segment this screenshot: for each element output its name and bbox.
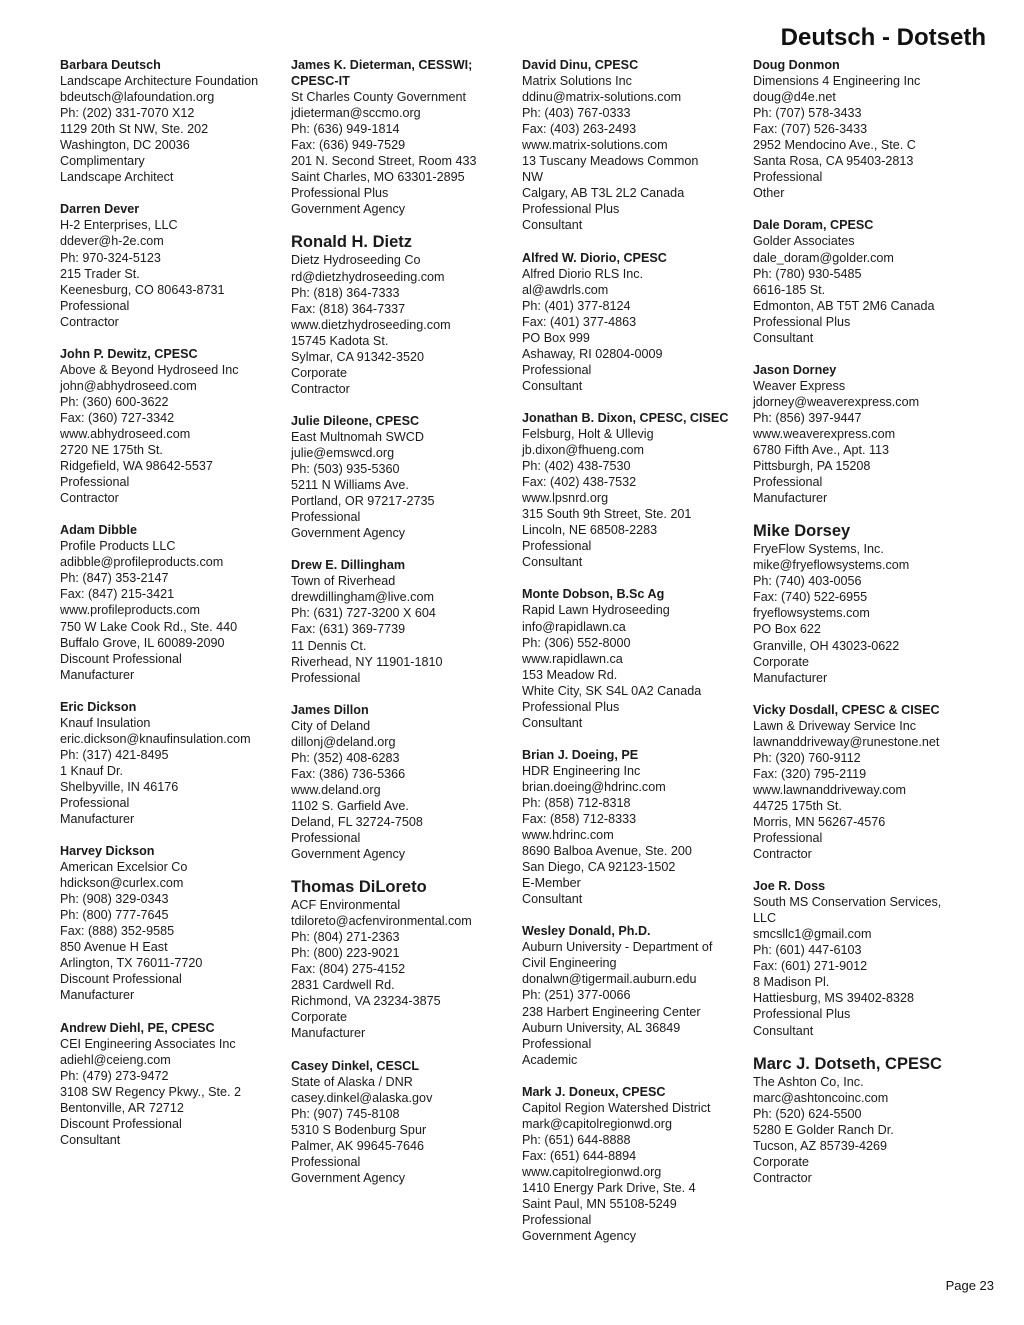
- member-detail-line: Discount Professional: [60, 972, 182, 987]
- member-detail-line: Fax: (402) 438-7532: [522, 475, 637, 490]
- member-detail-line: Fax: (386) 736-5366: [291, 766, 406, 781]
- member-detail-line: Corporate: [753, 654, 810, 669]
- member-name: Joe R. Doss: [753, 879, 826, 894]
- member-detail-line: Consultant: [753, 1023, 814, 1038]
- member-detail-line: Hattiesburg, MS 39402-8328: [753, 991, 915, 1006]
- member-entry: [522, 586, 753, 730]
- member-detail-line: Ashaway, RI 02804-0009: [522, 346, 663, 361]
- member-detail-line: Landscape Architect: [60, 170, 174, 185]
- member-detail-line: Felsburg, Holt & Ullevig: [522, 426, 654, 441]
- member-entry: [753, 57, 984, 201]
- member-detail-line: 44725 175th St.: [753, 798, 842, 813]
- member-detail-line: 1410 Energy Park Drive, Ste. 4: [522, 1181, 696, 1195]
- member-entry: [60, 346, 291, 506]
- member-detail-line: White City, SK S4L 0A2 Canada: [522, 683, 702, 698]
- member-name: Dale Doram, CPESC: [753, 218, 874, 233]
- member-detail-line: Manufacturer: [60, 988, 135, 1003]
- member-name: Thomas DiLoreto: [291, 878, 427, 897]
- member-detail-line: Richmond, VA 23234-3875: [291, 994, 441, 1009]
- member-detail-line: Tucson, AZ 85739-4269: [753, 1138, 887, 1153]
- member-detail-line: Fax: (401) 377-4863: [522, 314, 637, 329]
- member-detail-line: 315 South 9th Street, Ste. 201: [522, 507, 692, 522]
- member-name: Marc J. Dotseth, CPESC: [753, 1054, 942, 1073]
- member-detail-line: Professional Plus: [522, 202, 620, 217]
- member-detail-line: E-Member: [522, 876, 581, 891]
- member-detail-line: drewdillingham@live.com: [291, 590, 434, 605]
- member-detail-line: Fax: (858) 712-8333: [522, 812, 637, 827]
- member-detail-line: NW: [522, 170, 543, 185]
- member-detail-line: Town of Riverhead: [291, 574, 396, 589]
- member-detail-line: Professional: [753, 475, 823, 490]
- member-detail-line: Ph: (907) 745-8108: [291, 1106, 400, 1121]
- member-detail-line: State of Alaska / DNR: [291, 1074, 413, 1089]
- member-detail-line: Ph: (800) 777-7645: [60, 908, 169, 923]
- member-detail-line: Calgary, AB T3L 2L2 Canada: [522, 186, 685, 201]
- member-detail-line: PO Box 622: [753, 622, 821, 637]
- member-detail-line: Fax: (818) 364-7337: [291, 301, 406, 316]
- member-detail-line: Consultant: [60, 1132, 121, 1147]
- member-detail-line: 238 Harbert Engineering Center: [522, 1004, 701, 1019]
- member-detail-line: Ph: (520) 624-5500: [753, 1106, 862, 1121]
- member-detail-line: julie@emswcd.org: [291, 445, 395, 460]
- member-detail-line: al@awdrls.com: [522, 282, 609, 297]
- member-entry: [753, 522, 984, 685]
- member-name: Wesley Donald, Ph.D.: [522, 924, 651, 939]
- member-detail-line: Corporate: [753, 1154, 810, 1169]
- member-detail-line: Contractor: [753, 847, 812, 862]
- member-detail-line: Manufacturer: [291, 1026, 366, 1041]
- member-entry: [291, 57, 522, 217]
- member-detail-line: jdorney@weaverexpress.com: [753, 394, 920, 409]
- member-detail-line: www.lpsnrd.org: [522, 491, 609, 506]
- member-detail-line: Ph: (631) 727-3200 X 604: [291, 606, 436, 621]
- member-detail-line: lawnanddriveway@runestone.net: [753, 734, 940, 749]
- member-entry: [60, 1020, 291, 1148]
- member-detail-line: South MS Conservation Services,: [753, 895, 942, 910]
- member-detail-line: Ph: (306) 552-8000: [522, 635, 631, 650]
- member-detail-line: Shelbyville, IN 46176: [60, 779, 179, 794]
- member-detail-line: Professional Plus: [522, 699, 620, 714]
- member-detail-line: mike@fryeflowsystems.com: [753, 558, 910, 573]
- member-entry: [60, 522, 291, 682]
- member-detail-line: Professional: [522, 1036, 592, 1051]
- member-detail-line: Consultant: [522, 715, 583, 730]
- member-detail-line: john@abhydroseed.com: [60, 378, 197, 393]
- member-name: James K. Dieterman, CESSWI; CPESC-IT: [291, 58, 473, 89]
- member-detail-line: Fax: (740) 522-6955: [753, 590, 868, 605]
- member-detail-line: Professional: [753, 170, 823, 185]
- member-entry: [291, 702, 522, 862]
- member-name: Alfred W. Diorio, CPESC: [522, 250, 667, 265]
- member-detail-line: doug@d4e.net: [753, 90, 836, 105]
- member-detail-line: Professional: [60, 298, 130, 313]
- member-detail-line: Corporate: [291, 1010, 348, 1025]
- member-detail-line: Ph: (202) 331-7070 X12: [60, 106, 195, 121]
- member-name: Drew E. Dillingham: [291, 558, 406, 573]
- member-detail-line: Auburn University - Department of: [522, 940, 713, 955]
- member-detail-line: 750 W Lake Cook Rd., Ste. 440: [60, 619, 238, 634]
- page-header-title: Deutsch - Dotseth: [780, 24, 986, 51]
- member-detail-line: Bentonville, AR 72712: [60, 1100, 184, 1115]
- member-detail-line: Professional Plus: [753, 1007, 851, 1022]
- member-detail-line: St Charles County Government: [291, 90, 466, 105]
- member-detail-line: Ph: (402) 438-7530: [522, 459, 631, 474]
- member-detail-line: Above & Beyond Hydroseed Inc: [60, 362, 239, 377]
- member-detail-line: Fax: (403) 263-2493: [522, 122, 637, 137]
- member-detail-line: 5211 N Williams Ave.: [291, 478, 409, 493]
- member-detail-line: info@rapidlawn.ca: [522, 619, 626, 634]
- member-detail-line: Washington, DC 20036: [60, 138, 190, 153]
- member-detail-line: Professional: [522, 539, 592, 554]
- member-detail-line: Buffalo Grove, IL 60089-2090: [60, 635, 225, 650]
- member-detail-line: Professional: [291, 510, 361, 525]
- member-detail-line: 6616-185 St.: [753, 282, 826, 297]
- member-detail-line: Government Agency: [291, 526, 406, 541]
- member-detail-line: smcsllc1@gmail.com: [753, 927, 872, 942]
- member-detail-line: Professional Plus: [291, 186, 389, 201]
- member-entry: [291, 557, 522, 685]
- member-detail-line: Auburn University, AL 36849: [522, 1020, 681, 1035]
- member-name: Andrew Diehl, PE, CPESC: [60, 1020, 215, 1035]
- member-detail-line: rd@dietzhydroseeding.com: [291, 269, 445, 284]
- member-detail-line: Government Agency: [291, 1170, 406, 1185]
- member-detail-line: Professional Plus: [753, 314, 851, 329]
- member-detail-line: adiehl@ceieng.com: [60, 1052, 171, 1067]
- member-detail-line: Deland, FL 32724-7508: [291, 814, 423, 829]
- member-detail-line: ddever@h-2e.com: [60, 234, 164, 249]
- member-detail-line: Fax: (804) 275-4152: [291, 962, 406, 977]
- member-detail-line: Discount Professional: [60, 1116, 182, 1131]
- member-detail-line: Ph: (503) 935-5360: [291, 462, 400, 477]
- directory-column: [522, 57, 753, 1260]
- member-detail-line: Professional: [291, 670, 361, 685]
- member-detail-line: Capitol Region Watershed District: [522, 1100, 711, 1115]
- member-detail-line: Granville, OH 43023-0622: [753, 638, 900, 653]
- member-entry: [522, 410, 753, 570]
- member-detail-line: Professional: [522, 362, 592, 377]
- directory-columns: [60, 57, 1000, 1260]
- member-detail-line: Ph: (780) 930-5485: [753, 266, 862, 281]
- member-entry: [60, 699, 291, 827]
- member-detail-line: Contractor: [753, 1170, 812, 1185]
- member-detail-line: www.matrix-solutions.com: [522, 138, 668, 153]
- member-detail-line: Weaver Express: [753, 378, 846, 393]
- member-detail-line: Professional: [522, 1213, 592, 1228]
- member-detail-line: ACF Environmental: [291, 898, 401, 913]
- member-entry: [522, 250, 753, 394]
- member-detail-line: www.lawnanddriveway.com: [753, 782, 907, 797]
- member-entry: [291, 878, 522, 1041]
- member-entry: [522, 747, 753, 907]
- member-detail-line: Fax: (631) 369-7739: [291, 622, 406, 637]
- member-detail-line: Professional: [60, 475, 130, 490]
- member-name: David Dinu, CPESC: [522, 58, 639, 72]
- member-detail-line: Ridgefield, WA 98642-5537: [60, 459, 213, 474]
- member-name: Eric Dickson: [60, 699, 137, 714]
- member-detail-line: Ph: (352) 408-6283: [291, 750, 400, 765]
- member-detail-line: Consultant: [753, 330, 814, 345]
- member-detail-line: The Ashton Co, Inc.: [753, 1074, 864, 1089]
- member-detail-line: Consultant: [522, 555, 583, 570]
- member-detail-line: Academic: [522, 1052, 578, 1067]
- member-detail-line: 2952 Mendocino Ave., Ste. C: [753, 138, 916, 153]
- member-detail-line: Discount Professional: [60, 651, 182, 666]
- member-detail-line: Rapid Lawn Hydroseeding: [522, 603, 670, 618]
- member-detail-line: Fax: (847) 215-3421: [60, 587, 175, 602]
- member-name: Casey Dinkel, CESCL: [291, 1058, 420, 1073]
- member-detail-line: Ph: (847) 353-2147: [60, 571, 169, 586]
- member-detail-line: Saint Charles, MO 63301-2895: [291, 170, 465, 185]
- member-detail-line: Complimentary: [60, 154, 145, 169]
- member-name: Doug Donmon: [753, 58, 840, 72]
- member-detail-line: Dimensions 4 Engineering Inc: [753, 74, 921, 89]
- member-detail-line: Ph: (858) 712-8318: [522, 795, 631, 810]
- member-detail-line: Alfred Diorio RLS Inc.: [522, 266, 644, 281]
- member-detail-line: Government Agency: [291, 202, 406, 217]
- member-detail-line: 5280 E Golder Ranch Dr.: [753, 1122, 894, 1137]
- member-detail-line: 8690 Balboa Avenue, Ste. 200: [522, 844, 692, 859]
- member-detail-line: Consultant: [522, 892, 583, 907]
- member-detail-line: 2831 Cardwell Rd.: [291, 978, 395, 993]
- member-detail-line: H-2 Enterprises, LLC: [60, 218, 178, 233]
- member-name: Mike Dorsey: [753, 522, 851, 541]
- member-detail-line: Ph: (800) 223-9021: [291, 946, 400, 961]
- member-entry: [522, 1084, 753, 1244]
- member-detail-line: Manufacturer: [60, 667, 135, 682]
- member-detail-line: Riverhead, NY 11901-1810: [291, 654, 443, 669]
- member-detail-line: 1129 20th St NW, Ste. 202: [60, 122, 209, 137]
- member-name: Jason Dorney: [753, 362, 837, 377]
- member-detail-line: Portland, OR 97217-2735: [291, 494, 435, 509]
- member-detail-line: Pittsburgh, PA 15208: [753, 459, 871, 474]
- member-detail-line: Ph: (401) 377-8124: [522, 298, 631, 313]
- member-detail-line: Landscape Architecture Foundation: [60, 74, 259, 89]
- member-detail-line: Fax: (636) 949-7529: [291, 138, 406, 153]
- member-entry: [753, 217, 984, 345]
- member-entry: [291, 1058, 522, 1186]
- member-detail-line: Saint Paul, MN 55108-5249: [522, 1197, 677, 1212]
- member-detail-line: www.hdrinc.com: [522, 828, 614, 843]
- page-number: Page 23: [945, 1278, 994, 1293]
- member-detail-line: Knauf Insulation: [60, 715, 151, 730]
- member-detail-line: donalwn@tigermail.auburn.edu: [522, 972, 697, 987]
- member-detail-line: 11 Dennis Ct.: [291, 638, 367, 653]
- member-name: Jonathan B. Dixon, CPESC, CISEC: [522, 410, 729, 425]
- member-detail-line: Consultant: [522, 218, 583, 233]
- member-detail-line: Contractor: [60, 491, 119, 506]
- member-detail-line: Ph: 970-324-5123: [60, 250, 161, 265]
- member-detail-line: Ph: (317) 421-8495: [60, 747, 169, 762]
- member-detail-line: www.rapidlawn.ca: [522, 651, 623, 666]
- directory-column: [60, 57, 291, 1260]
- member-detail-line: bdeutsch@lafoundation.org: [60, 90, 215, 105]
- member-detail-line: San Diego, CA 92123-1502: [522, 860, 676, 875]
- member-detail-line: Profile Products LLC: [60, 539, 176, 554]
- member-detail-line: Contractor: [60, 314, 119, 329]
- member-detail-line: 215 Trader St.: [60, 266, 140, 281]
- member-detail-line: ddinu@matrix-solutions.com: [522, 90, 682, 105]
- member-name: Darren Dever: [60, 202, 140, 217]
- member-detail-line: Other: [753, 186, 785, 201]
- member-entry: [753, 702, 984, 862]
- member-detail-line: American Excelsior Co: [60, 860, 188, 875]
- member-entry: [522, 57, 753, 234]
- member-detail-line: Keenesburg, CO 80643-8731: [60, 282, 225, 297]
- member-detail-line: www.capitolregionwd.org: [522, 1164, 662, 1179]
- member-detail-line: Ph: (360) 600-3622: [60, 394, 169, 409]
- member-detail-line: PO Box 999: [522, 330, 590, 345]
- member-detail-line: tdiloreto@acfenvironmental.com: [291, 914, 472, 929]
- member-detail-line: 13 Tuscany Meadows Common: [522, 154, 699, 169]
- member-detail-line: mark@capitolregionwd.org: [522, 1116, 672, 1131]
- member-detail-line: Sylmar, CA 91342-3520: [291, 349, 425, 364]
- member-detail-line: Consultant: [522, 378, 583, 393]
- member-entry: [753, 878, 984, 1038]
- member-detail-line: www.dietzhydroseeding.com: [291, 317, 451, 332]
- member-detail-line: Manufacturer: [60, 812, 135, 827]
- member-detail-line: Palmer, AK 99645-7646: [291, 1138, 425, 1153]
- member-detail-line: Ph: (908) 329-0343: [60, 892, 169, 907]
- directory-column: [753, 57, 984, 1260]
- directory-column: [291, 57, 522, 1260]
- member-name: Barbara Deutsch: [60, 58, 161, 72]
- member-detail-line: Ph: (601) 447-6103: [753, 943, 862, 958]
- member-entry: [753, 362, 984, 506]
- member-detail-line: Government Agency: [291, 847, 406, 862]
- member-detail-line: dale_doram@golder.com: [753, 250, 894, 265]
- member-name: Harvey Dickson: [60, 844, 155, 859]
- member-detail-line: Dietz Hydroseeding Co: [291, 253, 421, 268]
- member-detail-line: HDR Engineering Inc: [522, 763, 641, 778]
- member-detail-line: Ph: (740) 403-0056: [753, 574, 862, 589]
- member-detail-line: Fax: (651) 644-8894: [522, 1148, 637, 1163]
- member-detail-line: 8 Madison Pl.: [753, 975, 830, 990]
- member-detail-line: www.weaverexpress.com: [753, 426, 896, 441]
- member-detail-line: jb.dixon@fhueng.com: [522, 443, 645, 458]
- member-detail-line: fryeflowsystems.com: [753, 606, 870, 621]
- member-name: Julie Dileone, CPESC: [291, 413, 420, 428]
- member-detail-line: Fax: (707) 526-3433: [753, 122, 868, 137]
- member-detail-line: Ph: (479) 273-9472: [60, 1068, 169, 1083]
- member-detail-line: 6780 Fifth Ave., Apt. 113: [753, 443, 890, 458]
- member-detail-line: Government Agency: [522, 1229, 637, 1244]
- member-detail-line: Manufacturer: [753, 670, 828, 685]
- member-detail-line: CEI Engineering Associates Inc: [60, 1036, 236, 1051]
- member-detail-line: Ph: (804) 271-2363: [291, 930, 400, 945]
- member-detail-line: www.abhydroseed.com: [60, 426, 191, 441]
- member-name: Ronald H. Dietz: [291, 233, 413, 252]
- member-detail-line: Professional: [291, 1154, 361, 1169]
- member-detail-line: 2720 NE 175th St.: [60, 443, 163, 458]
- member-entry: [291, 233, 522, 396]
- member-detail-line: Ph: (856) 397-9447: [753, 410, 862, 425]
- member-detail-line: Civil Engineering: [522, 956, 617, 971]
- member-detail-line: 201 N. Second Street, Room 433: [291, 154, 477, 169]
- member-detail-line: Matrix Solutions Inc: [522, 74, 632, 89]
- member-detail-line: 850 Avenue H East: [60, 940, 168, 955]
- member-detail-line: Edmonton, AB T5T 2M6 Canada: [753, 298, 935, 313]
- member-name: John P. Dewitz, CPESC: [60, 346, 198, 361]
- member-detail-line: Professional: [60, 795, 130, 810]
- member-detail-line: Ph: (320) 760-9112: [753, 750, 861, 765]
- member-entry: [60, 57, 291, 185]
- member-detail-line: Ph: (651) 644-8888: [522, 1132, 631, 1147]
- member-detail-line: Fax: (320) 795-2119: [753, 766, 867, 781]
- member-detail-line: Ph: (636) 949-1814: [291, 122, 400, 137]
- member-detail-line: City of Deland: [291, 718, 371, 733]
- member-detail-line: East Multnomah SWCD: [291, 429, 424, 444]
- member-entry: [522, 923, 753, 1067]
- member-detail-line: jdieterman@sccmo.org: [291, 106, 421, 121]
- member-detail-line: Fax: (601) 271-9012: [753, 959, 868, 974]
- member-detail-line: Lincoln, NE 68508-2283: [522, 523, 658, 538]
- member-detail-line: LLC: [753, 911, 777, 926]
- member-detail-line: 15745 Kadota St.: [291, 333, 389, 348]
- member-entry: [753, 1055, 984, 1186]
- member-detail-line: 5310 S Bodenburg Spur: [291, 1122, 427, 1137]
- member-detail-line: Corporate: [291, 365, 348, 380]
- member-detail-line: dillonj@deland.org: [291, 734, 396, 749]
- member-detail-line: Lawn & Driveway Service Inc: [753, 718, 917, 733]
- member-detail-line: Arlington, TX 76011-7720: [60, 956, 203, 971]
- member-detail-line: 153 Meadow Rd.: [522, 667, 618, 682]
- member-detail-line: Manufacturer: [753, 491, 828, 506]
- member-detail-line: Ph: (818) 364-7333: [291, 285, 400, 300]
- member-detail-line: Fax: (360) 727-3342: [60, 410, 175, 425]
- member-detail-line: www.deland.org: [291, 782, 381, 797]
- member-detail-line: Golder Associates: [753, 234, 855, 249]
- member-detail-line: hdickson@curlex.com: [60, 876, 184, 891]
- member-detail-line: marc@ashtoncoinc.com: [753, 1090, 889, 1105]
- member-detail-line: Contractor: [291, 381, 350, 396]
- member-detail-line: 1 Knauf Dr.: [60, 763, 124, 778]
- member-detail-line: adibble@profileproducts.com: [60, 555, 224, 570]
- member-name: Vicky Dosdall, CPESC & CISEC: [753, 702, 940, 717]
- member-detail-line: Professional: [291, 831, 361, 846]
- member-detail-line: casey.dinkel@alaska.gov: [291, 1090, 433, 1105]
- member-detail-line: 1102 S. Garfield Ave.: [291, 798, 409, 813]
- member-entry: [291, 413, 522, 541]
- member-detail-line: Professional: [753, 831, 823, 846]
- member-detail-line: eric.dickson@knaufinsulation.com: [60, 731, 251, 746]
- member-name: Monte Dobson, B.Sc Ag: [522, 587, 665, 602]
- member-detail-line: 3108 SW Regency Pkwy., Ste. 2: [60, 1084, 242, 1099]
- member-name: Brian J. Doeing, PE: [522, 747, 639, 762]
- member-detail-line: FryeFlow Systems, Inc.: [753, 542, 884, 557]
- member-entry: [60, 201, 291, 329]
- member-entry: [60, 843, 291, 1003]
- member-detail-line: Morris, MN 56267-4576: [753, 814, 886, 829]
- member-detail-line: brian.doeing@hdrinc.com: [522, 779, 666, 794]
- member-detail-line: www.profileproducts.com: [60, 603, 200, 618]
- member-detail-line: Ph: (251) 377-0066: [522, 988, 631, 1003]
- member-detail-line: Ph: (403) 767-0333: [522, 106, 631, 121]
- member-detail-line: Santa Rosa, CA 95403-2813: [753, 154, 914, 169]
- member-name: Adam Dibble: [60, 523, 137, 538]
- member-name: James Dillon: [291, 702, 369, 717]
- member-detail-line: Fax: (888) 352-9585: [60, 924, 175, 939]
- member-detail-line: Ph: (707) 578-3433: [753, 106, 862, 121]
- member-name: Mark J. Doneux, CPESC: [522, 1084, 666, 1099]
